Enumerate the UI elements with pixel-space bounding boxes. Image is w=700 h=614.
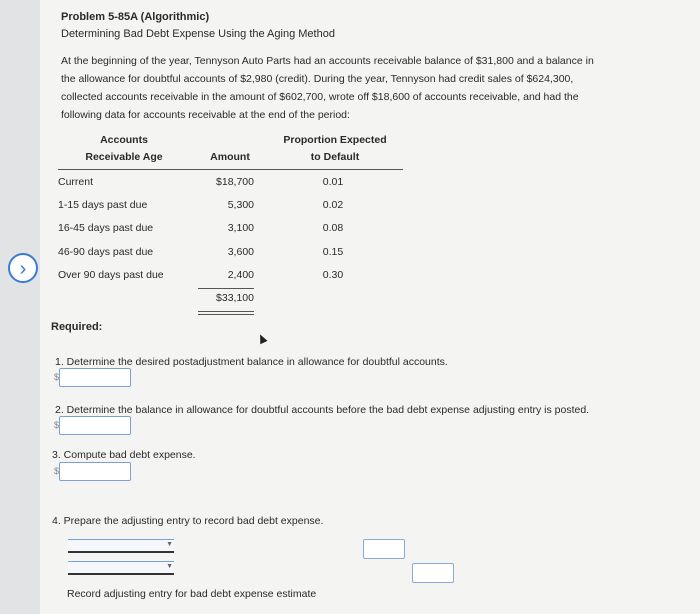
cell-proportion: 0.30: [322, 269, 344, 281]
table-row: [58, 176, 358, 194]
table-row: [58, 199, 358, 217]
question-2: 2. Determine the balance in allowance for doubtful accounts before the bad debt expense adjusting entry is posted.: [55, 404, 590, 416]
problem-subtitle: Determining Bad Debt Expense Using the Aging Method: [61, 28, 335, 40]
question-4: 4. Prepare the adjusting entry to record bad debt expense.: [52, 515, 324, 527]
header-prop-line1: Proportion Expected: [283, 134, 387, 146]
q1-answer-input[interactable]: [59, 368, 131, 387]
cell-amount: $18,700: [216, 176, 254, 188]
credit-amount-input[interactable]: [412, 563, 454, 583]
table-header-rule: [58, 169, 403, 170]
chevron-down-icon: ▼: [166, 541, 173, 548]
header-age-line1: Accounts: [100, 134, 148, 146]
cell-proportion: 0.01: [322, 176, 344, 188]
currency-symbol: $: [54, 372, 60, 382]
q2-answer-input[interactable]: [59, 416, 131, 435]
mouse-cursor-icon: [256, 333, 267, 345]
intro-line: following data for accounts receivable at the end of the period:: [61, 109, 350, 121]
intro-line: At the beginning of the year, Tennyson Auto Parts had an accounts receivable balance of $31,800 and a balance in: [61, 55, 594, 67]
chevron-right-icon: ›: [19, 258, 27, 280]
required-label: Required:: [51, 321, 103, 333]
header-age: [78, 132, 170, 166]
double-rule-bottom: [198, 314, 254, 315]
cell-age: 46-90 days past due: [58, 246, 154, 258]
question-1: 1. Determine the desired postadjustment balance in allowance for doubtful accounts.: [55, 356, 448, 368]
header-age-line2: Receivable Age: [85, 151, 163, 163]
chevron-down-icon: ▼: [166, 563, 173, 570]
journal-account-select-debit[interactable]: [68, 539, 174, 553]
cell-amount: 3,600: [227, 246, 254, 258]
journal-account-select-credit[interactable]: [68, 561, 174, 575]
currency-symbol: $: [54, 466, 60, 476]
cell-age: Current: [58, 176, 94, 188]
cell-proportion: 0.02: [322, 199, 344, 211]
intro-line: collected accounts receivable in the amount of $602,700, wrote off $18,600 of accounts receivable, and had the: [61, 91, 579, 103]
table-row: [58, 222, 358, 240]
cell-age: 1-15 days past due: [58, 199, 148, 211]
problem-intro: [61, 52, 651, 124]
question-3: 3. Compute bad debt expense.: [52, 449, 196, 461]
table-row: [58, 269, 358, 287]
header-amount: Amount: [210, 151, 250, 163]
next-question-button[interactable]: [8, 253, 38, 283]
header-proportion: [268, 132, 402, 166]
cell-age: 16-45 days past due: [58, 222, 154, 234]
table-total: $33,100: [216, 292, 254, 304]
debit-amount-input[interactable]: [363, 539, 405, 559]
table-row: [58, 246, 358, 264]
q3-answer-input[interactable]: [59, 462, 131, 481]
total-rule: [198, 288, 254, 289]
cell-age: Over 90 days past due: [58, 269, 164, 281]
header-prop-line2: to Default: [310, 151, 360, 163]
double-rule-top: [198, 311, 254, 312]
cell-amount: 5,300: [227, 199, 254, 211]
cell-amount: 2,400: [227, 269, 254, 281]
currency-symbol: $: [54, 420, 60, 430]
cell-amount: 3,100: [227, 222, 254, 234]
cell-proportion: 0.08: [322, 222, 344, 234]
intro-line: the allowance for doubtful accounts of $2,980 (credit). During the year, Tennyson had credit sales of $624,300,: [61, 73, 574, 85]
left-strip: [0, 0, 40, 614]
cell-proportion: 0.15: [322, 246, 344, 258]
journal-entry-description: Record adjusting entry for bad debt expense estimate: [67, 588, 317, 600]
problem-title: Problem 5-85A (Algorithmic): [61, 11, 210, 23]
